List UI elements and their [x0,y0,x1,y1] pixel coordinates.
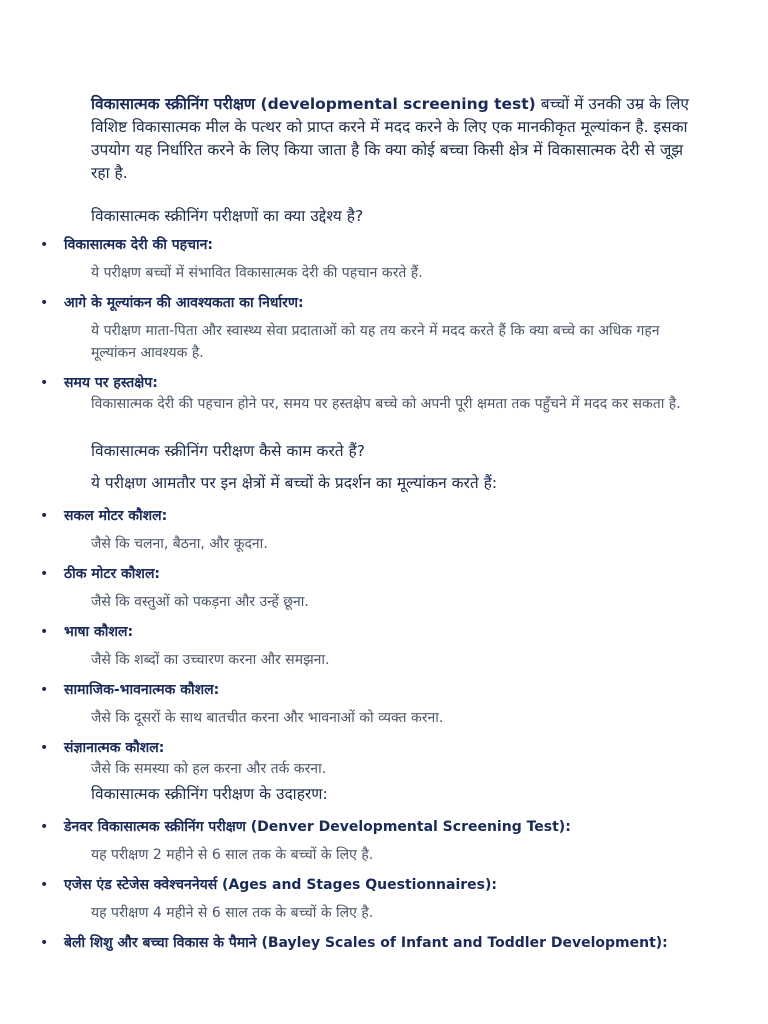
list-item [40,506,167,525]
bullet-icon: • [40,935,49,951]
item-description: ये परीक्षण बच्चों में संभावित विकासात्मक देरी की पहचान करते हैं. [91,265,423,281]
bullet-icon: • [40,877,49,893]
item-title: एजेस एंड स्टेजेस क्वेश्चननेयर्स (Ages and Stages Questionnaires): [64,877,497,893]
section-heading-purpose: विकासात्मक स्क्रीनिंग परीक्षणों का क्या उद्देश्य है? [91,207,364,225]
item-title: सामाजिक-भावनात्मक कौशल: [64,682,220,698]
item-description: यह परीक्षण 4 महीने से 6 साल तक के बच्चों के लिए है. [91,905,374,921]
item-title: डेनवर विकासात्मक स्क्रीनिंग परीक्षण (Denver Developmental Screening Test): [64,819,571,835]
list-item [40,235,213,254]
section-heading-how: विकासात्मक स्क्रीनिंग परीक्षण कैसे काम करते हैं? [91,442,366,460]
item-description: यह परीक्षण 2 महीने से 6 साल तक के बच्चों के लिए है. [91,847,374,863]
bullet-icon: • [40,375,49,391]
list-item [40,817,571,836]
list-item [40,680,219,699]
item-description: जैसे कि शब्दों का उच्चारण करना और समझना. [91,652,330,668]
item-title: भाषा कौशल: [64,624,134,640]
item-title: सकल मोटर कौशल: [64,508,168,524]
list-item [40,738,164,757]
intro-lead: विकासात्मक स्क्रीनिंग परीक्षण (developmental screening test) [91,95,536,113]
list-item [40,373,158,392]
bullet-icon: • [40,740,49,756]
list-item [40,564,160,583]
item-title: ठीक मोटर कौशल: [64,566,161,582]
list-item [40,622,133,641]
item-title: समय पर हस्तक्षेप: [64,375,158,391]
item-description: जैसे कि चलना, बैठना, और कूदना. [91,536,268,552]
bullet-icon: • [40,819,49,835]
item-title: संज्ञानात्मक कौशल: [64,740,165,756]
list-item [40,293,304,312]
list-item [40,875,497,894]
item-description: जैसे कि वस्तुओं को पकड़ना और उन्हें छूना. [91,594,309,610]
bullet-icon: • [40,566,49,582]
item-title: बेली शिशु और बच्चा विकास के पैमाने (Bayley Scales of Infant and Toddler Development): [64,935,668,951]
item-description: जैसे कि दूसरों के साथ बातचीत करना और भावनाओं को व्यक्त करना. [91,710,444,726]
item-description: जैसे कि समस्या को हल करना और तर्क करना. [91,761,327,777]
bullet-icon: • [40,237,49,253]
bullet-icon: • [40,682,49,698]
bullet-icon: • [40,508,49,524]
bullet-icon: • [40,295,49,311]
item-title: विकासात्मक देरी की पहचान: [64,237,213,253]
item-description: ये परीक्षण माता-पिता और स्वास्थ्य सेवा प्रदाताओं को यह तय करने में मदद करते हैं कि क्या बच्चे का अधिक गहन मूल्यांकन आवश्यक है. [91,323,660,361]
intro-paragraph [91,93,691,185]
section-subheading: ये परीक्षण आमतौर पर इन क्षेत्रों में बच्चों के प्रदर्शन का मूल्यांकन करते हैं: [91,474,498,492]
item-title: आगे के मूल्यांकन की आवश्यकता का निर्धारण: [64,295,304,311]
item-description: विकासात्मक देरी की पहचान होने पर, समय पर हस्तक्षेप बच्चे को अपनी पूरी क्षमता तक पहुँचने में मदद कर सकता है. [91,396,681,412]
intro-text: बच्चों में उनकी उम्र के लिए विशिष्ट विकासात्मक मील के पत्थर को प्राप्त करने में मदद करने के लिए एक मानकीकृत मूल्यांकन है. इसका उपयोग यह निर्धारित करने के लिए किया जाता है कि क्या कोई बच्चा किसी क्षेत्र में विकासात्मक देरी से जूझ रहा है. [91,95,689,182]
list-item [40,933,668,952]
section-heading-examples: विकासात्मक स्क्रीनिंग परीक्षण के उदाहरण: [91,785,328,803]
bullet-icon: • [40,624,49,640]
